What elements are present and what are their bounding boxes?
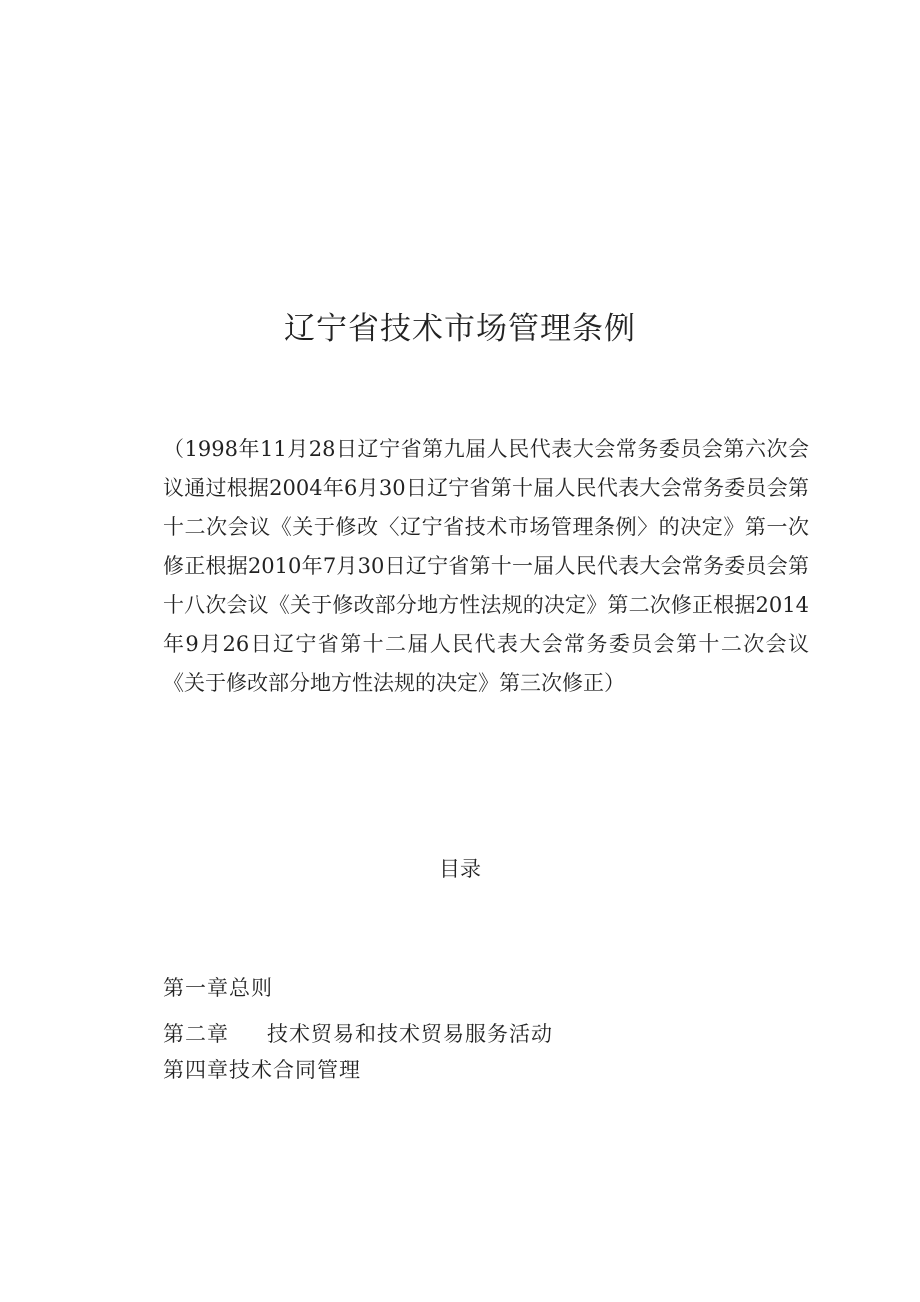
- toc-chapter-number: 第四章: [163, 1058, 229, 1082]
- toc-heading: 目录: [439, 857, 481, 881]
- toc-item-chapter-1: [163, 970, 809, 1006]
- table-of-contents: [163, 970, 809, 1088]
- toc-item-chapter-2: [163, 1016, 809, 1052]
- toc-chapter-title: 技术贸易和技术贸易服务活动: [267, 1022, 553, 1046]
- document-preamble: （1998年11月28日辽宁省第九届人民代表大会常务委员会第六次会议通过根据2004年6月30日辽宁省第十届人民代表大会常务委员会第十二次会议《关于修改〈辽宁省技术市场管理条例〉的决定》第一次修正根据2010年7月30日辽宁省第十一届人民代表大会常务委员会第十八次会议《关于修改部分地方性法规的决定》第二次修正根据2014年9月26日辽宁省第十二届人民代表大会常务委员会第十二次会议《关于修改部分地方性法规的决定》第三次修正）: [163, 437, 809, 695]
- toc-chapter-number: 第二章: [163, 1022, 229, 1046]
- toc-chapter-number: 第一章: [163, 976, 229, 1000]
- document-title: 辽宁省技术市场管理条例: [284, 311, 636, 347]
- toc-item-chapter-4: [163, 1052, 809, 1088]
- toc-chapter-title: 总则: [229, 976, 273, 1000]
- toc-chapter-title: 技术合同管理: [229, 1058, 361, 1082]
